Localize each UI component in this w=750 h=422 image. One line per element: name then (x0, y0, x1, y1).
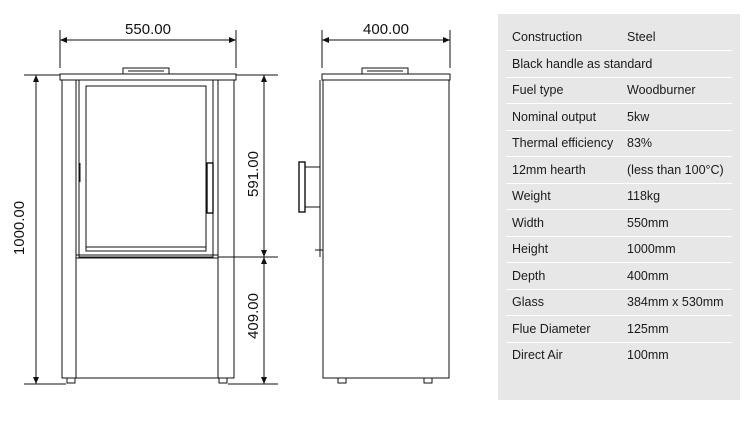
spec-value: 125mm (627, 321, 669, 336)
spec-label: Black handle as standard (512, 56, 653, 71)
spec-row (506, 157, 732, 184)
spec-value: 5kw (627, 109, 650, 124)
spec-label: 12mm hearth (512, 162, 586, 177)
spec-label: Nominal output (512, 109, 597, 124)
spec-label: Depth (512, 268, 546, 283)
specification-table (498, 14, 740, 400)
spec-label: Weight (512, 189, 551, 203)
spec-value: 1000mm (627, 242, 676, 256)
spec-row (506, 51, 732, 78)
spec-row (506, 104, 732, 131)
spec-value: 118kg (627, 189, 661, 203)
side-depth-label: 400.00 (363, 21, 409, 38)
spec-row (506, 24, 732, 51)
front-view (60, 68, 236, 383)
spec-value: 384mm x 530mm (627, 295, 724, 309)
spec-row (506, 236, 732, 263)
upper-height-label: 591.00 (245, 151, 262, 197)
spec-label: Direct Air (512, 348, 563, 362)
spec-label: Fuel type (512, 83, 564, 97)
spec-row (506, 130, 732, 157)
spec-row (506, 342, 732, 368)
spec-row (506, 263, 732, 290)
spec-row (506, 210, 732, 237)
spec-row (506, 289, 732, 316)
spec-row (506, 183, 732, 210)
spec-label: Width (512, 215, 544, 230)
spec-label: Construction (512, 30, 583, 44)
total-height-dimension (24, 75, 66, 384)
spec-label: Flue Diameter (512, 321, 591, 336)
spec-value: 400mm (627, 268, 669, 283)
spec-label: Height (512, 242, 549, 256)
total-height-label: 1000.00 (11, 200, 28, 256)
spec-value: Woodburner (627, 83, 696, 97)
spec-value: (less than 100°C) (627, 162, 724, 177)
spec-value: Steel (627, 30, 656, 44)
lower-height-label: 409.00 (245, 293, 262, 339)
spec-value: 100mm (627, 348, 669, 362)
spec-label: Glass (512, 295, 544, 309)
side-view (299, 68, 450, 383)
spec-label: Thermal efficiency (512, 136, 614, 150)
front-width-label: 550.00 (125, 21, 171, 38)
spec-value: 83% (627, 136, 653, 150)
spec-value: 550mm (627, 215, 669, 230)
spec-row (506, 77, 732, 104)
spec-row (506, 316, 732, 343)
